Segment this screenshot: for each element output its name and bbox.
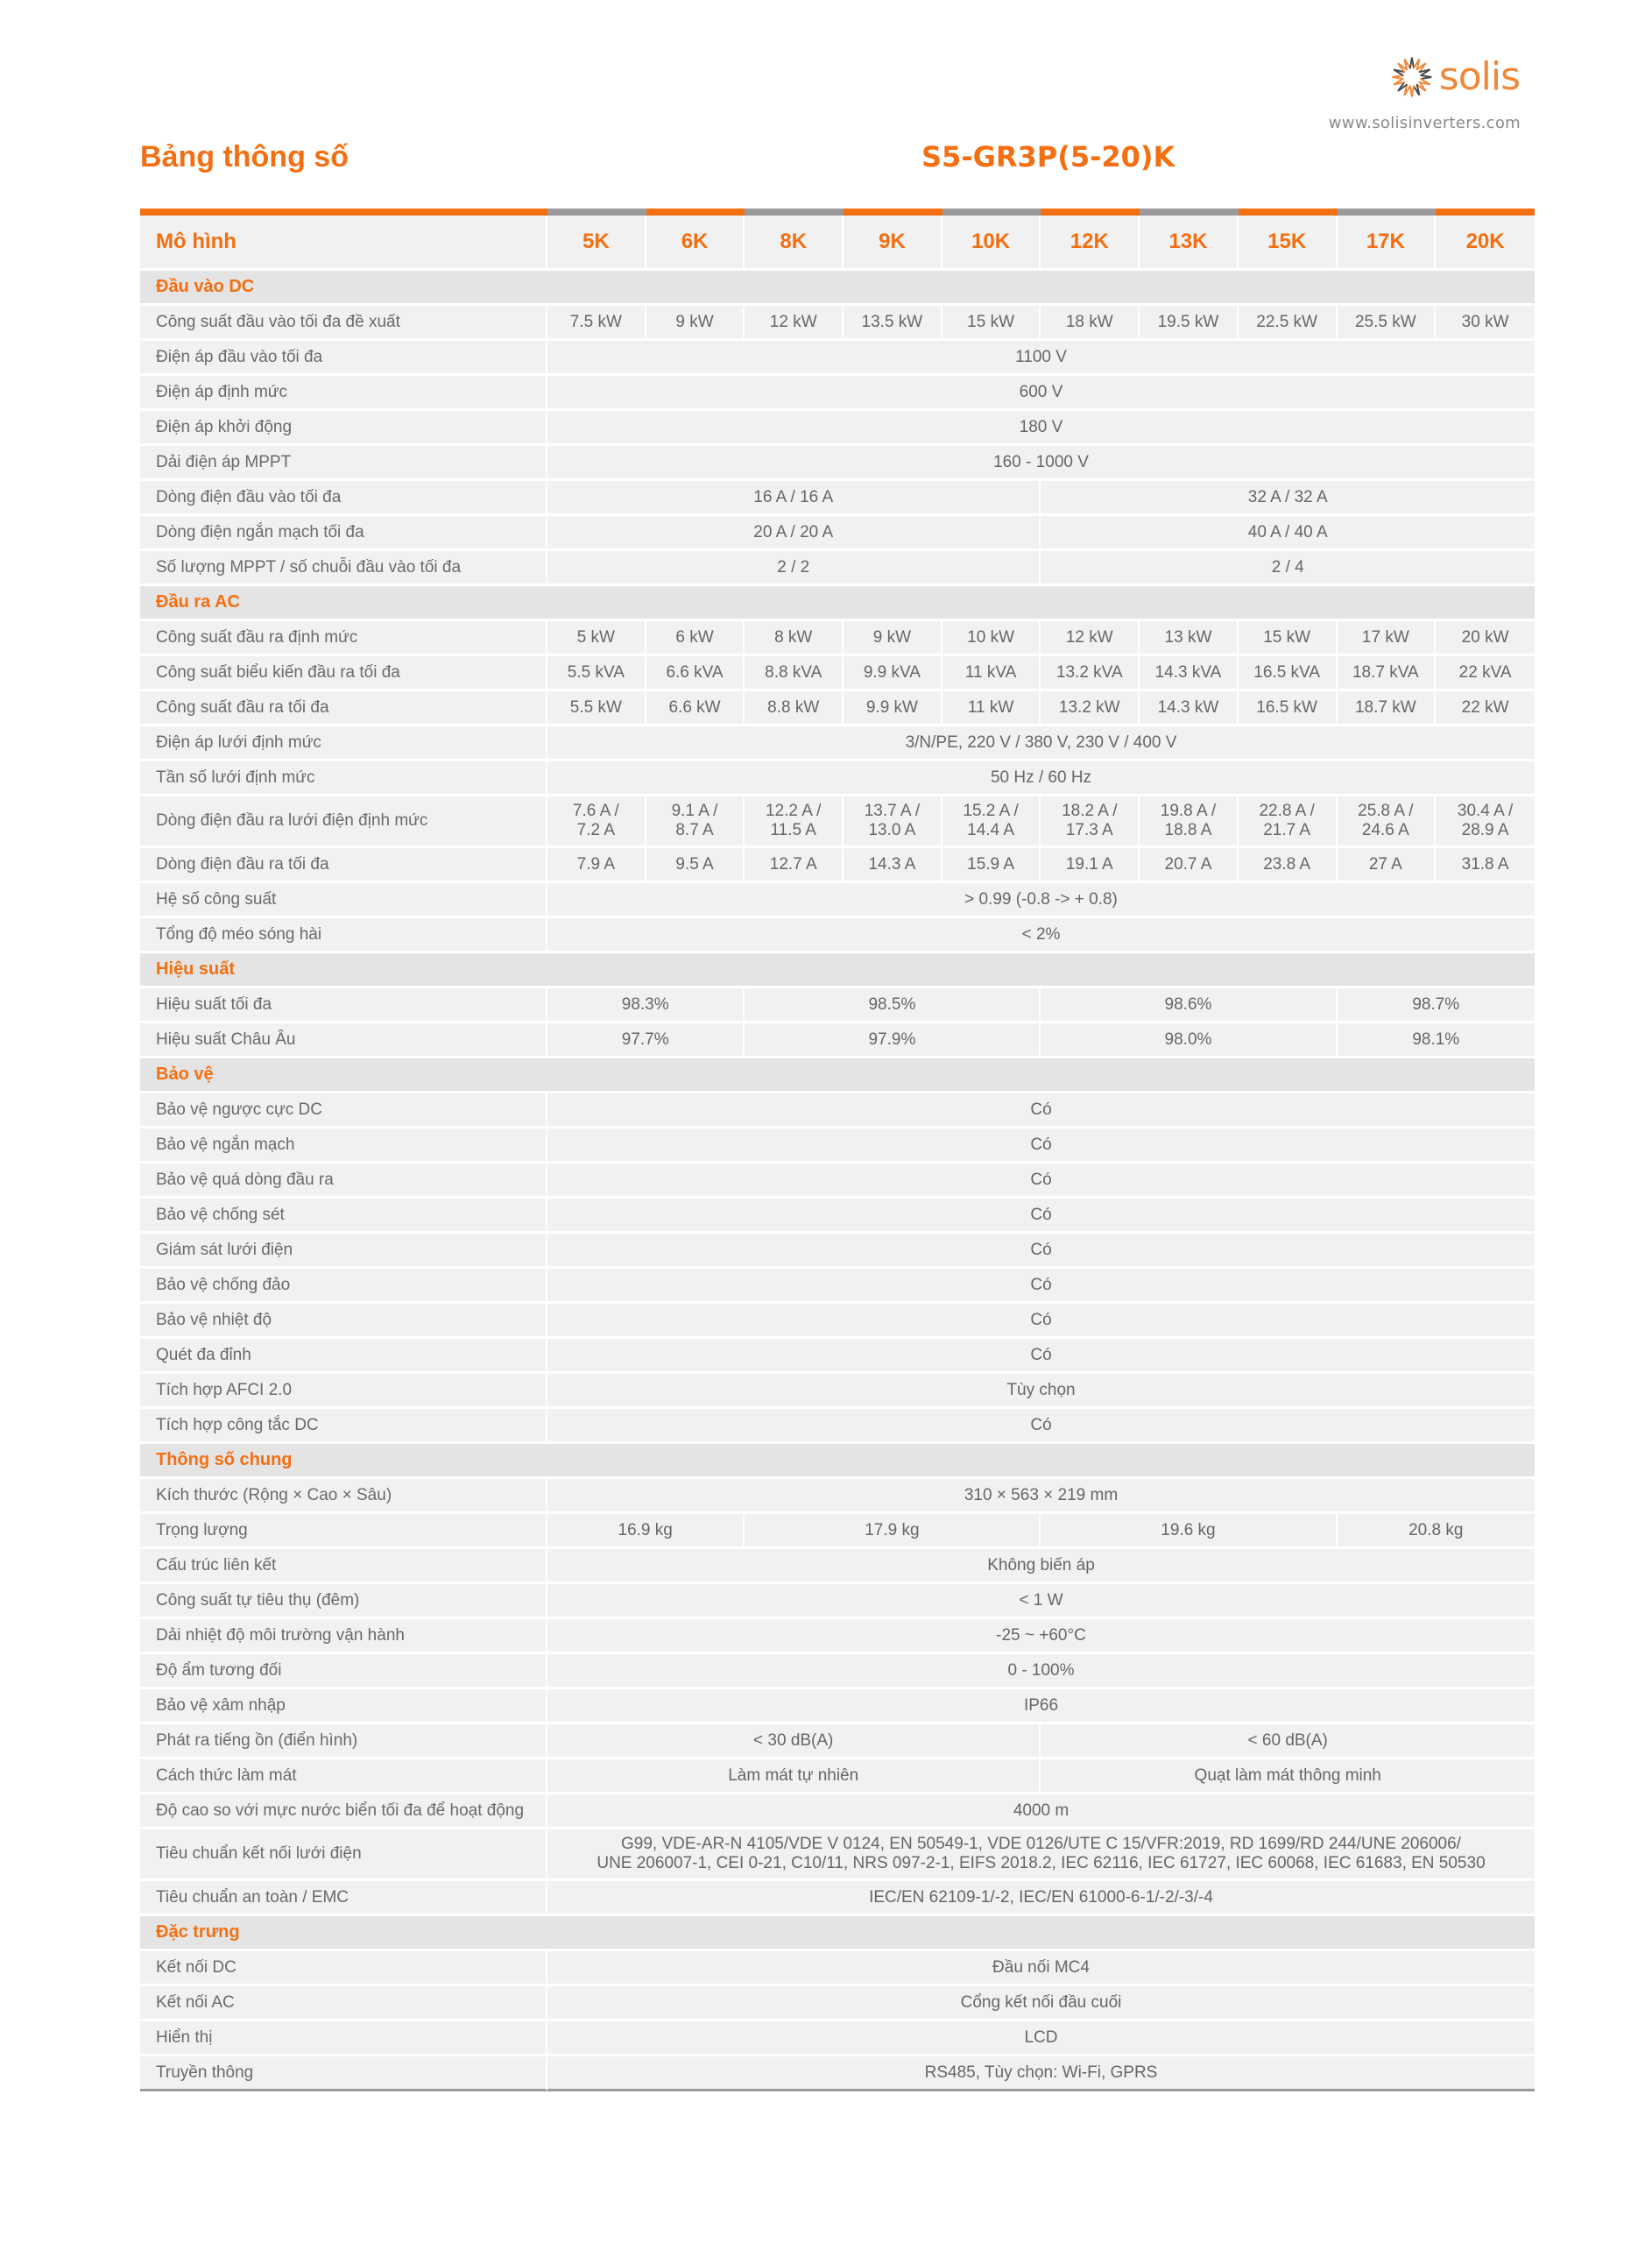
- spec-value: 22.8 A / 21.7 A: [1239, 796, 1338, 848]
- spec-label: Bảo vệ quá dòng đầu ra: [140, 1164, 547, 1199]
- spec-value: 8.8 kVA: [745, 656, 844, 691]
- spec-value: 30.4 A / 28.9 A: [1436, 796, 1535, 848]
- header-accent-bar: [140, 209, 1535, 216]
- spec-label: Kích thước (Rộng × Cao × Sâu): [140, 1479, 547, 1514]
- spec-row: [140, 1689, 1535, 1724]
- spec-row: [140, 796, 1535, 848]
- spec-row: [140, 1584, 1535, 1619]
- spec-row: [140, 1724, 1535, 1759]
- spec-value: 14.3 kW: [1140, 691, 1239, 726]
- spec-row: [140, 481, 1535, 516]
- spec-row: [140, 1129, 1535, 1164]
- spec-value: 97.9%: [745, 1023, 1041, 1058]
- spec-label: Tổng độ méo sóng hài: [140, 918, 547, 953]
- spec-value: 13.2 kVA: [1041, 656, 1140, 691]
- spec-value: 12.2 A / 11.5 A: [745, 796, 844, 848]
- spec-value: 18 kW: [1041, 306, 1140, 341]
- spec-label: Hiệu suất tối đa: [140, 988, 547, 1023]
- spec-label: Độ ẩm tương đối: [140, 1654, 547, 1689]
- spec-label: Phát ra tiếng ồn (điển hình): [140, 1724, 547, 1759]
- spec-value: 25.8 A / 24.6 A: [1338, 796, 1437, 848]
- spec-value: 6.6 kVA: [646, 656, 745, 691]
- spec-value: 13.2 kW: [1041, 691, 1140, 726]
- spec-label: Hiệu suất Châu Âu: [140, 1023, 547, 1058]
- spec-value: 15 kW: [942, 306, 1041, 341]
- section-title: Hiệu suất: [140, 953, 1535, 988]
- spec-value: 12 kW: [1041, 621, 1140, 656]
- model-header-label: Mô hình: [140, 216, 547, 271]
- spec-row: [140, 918, 1535, 953]
- spec-value: 18.7 kW: [1338, 691, 1437, 726]
- spec-value: Không biến áp: [547, 1549, 1535, 1584]
- spec-row: [140, 1549, 1535, 1584]
- spec-value: 98.7%: [1338, 988, 1536, 1023]
- spec-value: G99, VDE-AR-N 4105/VDE V 0124, EN 50549-1, VDE 0126/UTE C 15/VFR:2019, RD 1699/RD 244/UNE 206006/ UNE 206007-1, CEI 0-21, C10/11, NRS 097-2-1, EIFS 2018.2, IEC 62116, IEC 61727, IEC 60068, IEC 61683, EN 50530: [547, 1829, 1535, 1881]
- accent-bar-segment: [1239, 209, 1338, 216]
- spec-row: [140, 1339, 1535, 1374]
- spec-label: Độ cao so với mực nước biển tối đa để hoạt động: [140, 1794, 547, 1829]
- spec-label: Cấu trúc liên kết: [140, 1549, 547, 1584]
- section-title: Đặc trưng: [140, 1916, 1535, 1951]
- spec-value: Có: [547, 1339, 1535, 1374]
- section-header-row: [140, 1058, 1535, 1093]
- brand-name: solis: [1438, 54, 1520, 99]
- accent-bar-segment: [1140, 209, 1239, 216]
- spec-value: 50 Hz / 60 Hz: [547, 761, 1535, 796]
- spec-label: Bảo vệ ngắn mạch: [140, 1129, 547, 1164]
- spec-value: 22.5 kW: [1239, 306, 1338, 341]
- spec-label: Tần số lưới định mức: [140, 761, 547, 796]
- spec-label: Điện áp định mức: [140, 376, 547, 411]
- spec-value: 9.1 A / 8.7 A: [646, 796, 745, 848]
- spec-row: [140, 1829, 1535, 1881]
- spec-label: Điện áp lưới định mức: [140, 726, 547, 761]
- model-column-header: 12K: [1041, 216, 1140, 271]
- spec-value: 12 kW: [745, 306, 844, 341]
- spec-value: 16.5 kW: [1239, 691, 1338, 726]
- spec-label: Dòng điện ngắn mạch tối đa: [140, 516, 547, 551]
- accent-bar-segment: [1338, 209, 1437, 216]
- spec-row: [140, 516, 1535, 551]
- spec-value: 9 kW: [646, 306, 745, 341]
- spec-value: 9.5 A: [646, 848, 745, 883]
- spec-label: Giám sát lưới điện: [140, 1234, 547, 1269]
- spec-value: 2 / 4: [1041, 551, 1535, 586]
- model-column-header: 9K: [844, 216, 942, 271]
- spec-table-container: [140, 209, 1535, 2091]
- spec-value: 15 kW: [1239, 621, 1338, 656]
- spec-row: [140, 446, 1535, 481]
- spec-value: 12.7 A: [745, 848, 844, 883]
- spec-row: [140, 1881, 1535, 1916]
- spec-value: 98.0%: [1041, 1023, 1337, 1058]
- spec-row: [140, 1794, 1535, 1829]
- spec-label: Truyền thông: [140, 2056, 547, 2091]
- spec-row: [140, 551, 1535, 586]
- spec-value: Cổng kết nối đầu cuối: [547, 1986, 1535, 2021]
- spec-value: Làm mát tự nhiên: [547, 1759, 1041, 1794]
- spec-row: [140, 691, 1535, 726]
- spec-value: RS485, Tùy chọn: Wi-Fi, GPRS: [547, 2056, 1535, 2091]
- model-column-header: 13K: [1140, 216, 1239, 271]
- spec-label: Bảo vệ chống sét: [140, 1199, 547, 1234]
- spec-value: 600 V: [547, 376, 1535, 411]
- spec-value: 22 kVA: [1436, 656, 1535, 691]
- section-header-row: [140, 953, 1535, 988]
- spec-value: 8 kW: [745, 621, 844, 656]
- spec-value: 19.1 A: [1041, 848, 1140, 883]
- spec-value: Có: [547, 1234, 1535, 1269]
- spec-label: Bảo vệ chống đảo: [140, 1269, 547, 1304]
- spec-label: Dòng điện đầu vào tối đa: [140, 481, 547, 516]
- spec-label: Bảo vệ ngược cực DC: [140, 1093, 547, 1129]
- spec-value: 19.8 A / 18.8 A: [1140, 796, 1239, 848]
- sun-icon: [1388, 53, 1436, 101]
- spec-label: Dải nhiệt độ môi trường vận hành: [140, 1619, 547, 1654]
- spec-value: 18.7 kVA: [1338, 656, 1437, 691]
- spec-label: Số lượng MPPT / số chuỗi đầu vào tối đa: [140, 551, 547, 586]
- spec-value: < 1 W: [547, 1584, 1535, 1619]
- spec-label: Công suất biểu kiến đầu ra tối đa: [140, 656, 547, 691]
- spec-value: 98.1%: [1338, 1023, 1536, 1058]
- spec-value: Có: [547, 1409, 1535, 1444]
- spec-value: 31.8 A: [1436, 848, 1535, 883]
- model-column-header: 17K: [1338, 216, 1437, 271]
- spec-row: [140, 411, 1535, 446]
- spec-value: Có: [547, 1304, 1535, 1339]
- spec-value: 5 kW: [547, 621, 646, 656]
- section-header-row: [140, 271, 1535, 306]
- spec-row: [140, 2056, 1535, 2091]
- spec-value: 23.8 A: [1239, 848, 1338, 883]
- spec-label: Tiêu chuẩn kết nối lưới điện: [140, 1829, 547, 1881]
- spec-value: 98.6%: [1041, 988, 1337, 1023]
- accent-bar-segment: [844, 209, 942, 216]
- page-title: Bảng thông số: [140, 140, 349, 173]
- spec-value: 13.7 A / 13.0 A: [844, 796, 942, 848]
- spec-value: > 0.99 (-0.8 -> + 0.8): [547, 883, 1535, 918]
- model-column-header: 15K: [1239, 216, 1338, 271]
- spec-value: 97.7%: [547, 1023, 745, 1058]
- spec-label: Tiêu chuẩn an toàn / EMC: [140, 1881, 547, 1916]
- spec-row: [140, 848, 1535, 883]
- spec-row: [140, 761, 1535, 796]
- spec-value: 14.3 A: [844, 848, 942, 883]
- accent-bar-segment: [1436, 209, 1535, 216]
- spec-label: Công suất tự tiêu thụ (đêm): [140, 1584, 547, 1619]
- spec-value: 310 × 563 × 219 mm: [547, 1479, 1535, 1514]
- spec-row: [140, 1234, 1535, 1269]
- spec-value: 13 kW: [1140, 621, 1239, 656]
- model-name: S5-GR3P(5-20)K: [921, 140, 1175, 173]
- spec-label: Tích hợp AFCI 2.0: [140, 1374, 547, 1409]
- accent-bar-segment: [942, 209, 1041, 216]
- spec-table: [140, 216, 1535, 2091]
- spec-label: Hệ số công suất: [140, 883, 547, 918]
- spec-value: 25.5 kW: [1338, 306, 1437, 341]
- spec-row: [140, 621, 1535, 656]
- spec-value: 22 kW: [1436, 691, 1535, 726]
- spec-row: [140, 376, 1535, 411]
- spec-value: < 30 dB(A): [547, 1724, 1041, 1759]
- spec-value: 17 kW: [1338, 621, 1437, 656]
- spec-value: 7.6 A / 7.2 A: [547, 796, 646, 848]
- spec-row: [140, 883, 1535, 918]
- accent-bar-segment: [547, 209, 646, 216]
- spec-value: 19.6 kg: [1041, 1514, 1337, 1549]
- section-header-row: [140, 1916, 1535, 1951]
- spec-value: 6.6 kW: [646, 691, 745, 726]
- spec-value: LCD: [547, 2021, 1535, 2056]
- spec-value: 98.3%: [547, 988, 745, 1023]
- spec-row: [140, 1304, 1535, 1339]
- spec-row: [140, 726, 1535, 761]
- spec-row: [140, 1479, 1535, 1514]
- spec-value: 40 A / 40 A: [1041, 516, 1535, 551]
- spec-value: 0 - 100%: [547, 1654, 1535, 1689]
- spec-row: [140, 1986, 1535, 2021]
- spec-row: [140, 306, 1535, 341]
- spec-value: IEC/EN 62109-1/-2, IEC/EN 61000-6-1/-2/-3/-4: [547, 1881, 1535, 1916]
- spec-value: 20.7 A: [1140, 848, 1239, 883]
- spec-label: Dải điện áp MPPT: [140, 446, 547, 481]
- accent-bar-segment: [745, 209, 844, 216]
- spec-row: [140, 1619, 1535, 1654]
- spec-value: IP66: [547, 1689, 1535, 1724]
- spec-value: 20 kW: [1436, 621, 1535, 656]
- spec-value: 20 A / 20 A: [547, 516, 1041, 551]
- spec-label: Công suất đầu vào tối đa đề xuất: [140, 306, 547, 341]
- model-column-header: 8K: [745, 216, 844, 271]
- model-column-header: 6K: [646, 216, 745, 271]
- spec-label: Dòng điện đầu ra tối đa: [140, 848, 547, 883]
- spec-value: Có: [547, 1199, 1535, 1234]
- spec-value: 16.9 kg: [547, 1514, 745, 1549]
- accent-bar-segment: [646, 209, 745, 216]
- solis-logo: [1388, 51, 1520, 103]
- spec-row: [140, 988, 1535, 1023]
- model-column-header: 10K: [942, 216, 1041, 271]
- spec-value: 11 kVA: [942, 656, 1041, 691]
- spec-label: Hiển thị: [140, 2021, 547, 2056]
- model-header-row: [140, 216, 1535, 271]
- spec-value: 5.5 kW: [547, 691, 646, 726]
- spec-value: 13.5 kW: [844, 306, 942, 341]
- accent-bar-segment: [140, 209, 547, 216]
- spec-value: 20.8 kg: [1338, 1514, 1536, 1549]
- spec-value: 32 A / 32 A: [1041, 481, 1535, 516]
- spec-value: 180 V: [547, 411, 1535, 446]
- spec-row: [140, 1093, 1535, 1129]
- spec-label: Công suất đầu ra định mức: [140, 621, 547, 656]
- spec-row: [140, 1654, 1535, 1689]
- model-column-header: 5K: [547, 216, 646, 271]
- spec-value: 27 A: [1338, 848, 1437, 883]
- spec-row: [140, 1951, 1535, 1986]
- spec-value: 5.5 kVA: [547, 656, 646, 691]
- spec-row: [140, 1374, 1535, 1409]
- spec-row: [140, 656, 1535, 691]
- spec-row: [140, 2021, 1535, 2056]
- spec-value: 8.8 kW: [745, 691, 844, 726]
- spec-value: 19.5 kW: [1140, 306, 1239, 341]
- spec-value: 11 kW: [942, 691, 1041, 726]
- spec-value: 15.2 A / 14.4 A: [942, 796, 1041, 848]
- section-title: Thông số chung: [140, 1444, 1535, 1479]
- model-column-header: 20K: [1436, 216, 1535, 271]
- spec-label: Bảo vệ xâm nhập: [140, 1689, 547, 1724]
- spec-value: 18.2 A / 17.3 A: [1041, 796, 1140, 848]
- spec-value: 7.5 kW: [547, 306, 646, 341]
- spec-label: Kết nối DC: [140, 1951, 547, 1986]
- spec-value: 14.3 kVA: [1140, 656, 1239, 691]
- spec-row: [140, 1269, 1535, 1304]
- spec-label: Cách thức làm mát: [140, 1759, 547, 1794]
- spec-value: 6 kW: [646, 621, 745, 656]
- spec-value: 2 / 2: [547, 551, 1041, 586]
- spec-value: -25 ~ +60°C: [547, 1619, 1535, 1654]
- section-header-row: [140, 586, 1535, 621]
- spec-value: 9.9 kW: [844, 691, 942, 726]
- spec-value: 4000 m: [547, 1794, 1535, 1829]
- spec-row: [140, 1759, 1535, 1794]
- spec-label: Kết nối AC: [140, 1986, 547, 2021]
- spec-value: Có: [547, 1129, 1535, 1164]
- accent-bar-segment: [1041, 209, 1140, 216]
- spec-row: [140, 1023, 1535, 1058]
- spec-value: 9.9 kVA: [844, 656, 942, 691]
- spec-value: < 2%: [547, 918, 1535, 953]
- spec-row: [140, 341, 1535, 376]
- section-title: Bảo vệ: [140, 1058, 1535, 1093]
- spec-value: 30 kW: [1436, 306, 1535, 341]
- spec-row: [140, 1409, 1535, 1444]
- spec-value: Tùy chọn: [547, 1374, 1535, 1409]
- section-title: Đầu vào DC: [140, 271, 1535, 306]
- spec-label: Quét đa đỉnh: [140, 1339, 547, 1374]
- section-header-row: [140, 1444, 1535, 1479]
- spec-row: [140, 1164, 1535, 1199]
- spec-row: [140, 1514, 1535, 1549]
- spec-label: Bảo vệ nhiệt độ: [140, 1304, 547, 1339]
- spec-value: 1100 V: [547, 341, 1535, 376]
- spec-value: 10 kW: [942, 621, 1041, 656]
- website-url: www.solisinverters.com: [1328, 114, 1521, 132]
- spec-value: Có: [547, 1093, 1535, 1129]
- spec-row: [140, 1199, 1535, 1234]
- spec-value: Đầu nối MC4: [547, 1951, 1535, 1986]
- spec-value: Quạt làm mát thông minh: [1041, 1759, 1535, 1794]
- spec-value: 17.9 kg: [745, 1514, 1041, 1549]
- spec-value: Có: [547, 1164, 1535, 1199]
- spec-value: 9 kW: [844, 621, 942, 656]
- spec-value: 160 - 1000 V: [547, 446, 1535, 481]
- spec-value: 98.5%: [745, 988, 1041, 1023]
- spec-value: 15.9 A: [942, 848, 1041, 883]
- spec-label: Trọng lượng: [140, 1514, 547, 1549]
- spec-value: Có: [547, 1269, 1535, 1304]
- spec-label: Điện áp đầu vào tối đa: [140, 341, 547, 376]
- spec-value: 16.5 kVA: [1239, 656, 1338, 691]
- spec-value: 3/N/PE, 220 V / 380 V, 230 V / 400 V: [547, 726, 1535, 761]
- section-title: Đầu ra AC: [140, 586, 1535, 621]
- spec-label: Dòng điện đầu ra lưới điện định mức: [140, 796, 547, 848]
- spec-label: Điện áp khởi động: [140, 411, 547, 446]
- spec-value: 7.9 A: [547, 848, 646, 883]
- spec-value: 16 A / 16 A: [547, 481, 1041, 516]
- spec-value: < 60 dB(A): [1041, 1724, 1535, 1759]
- spec-label: Công suất đầu ra tối đa: [140, 691, 547, 726]
- spec-label: Tích hợp công tắc DC: [140, 1409, 547, 1444]
